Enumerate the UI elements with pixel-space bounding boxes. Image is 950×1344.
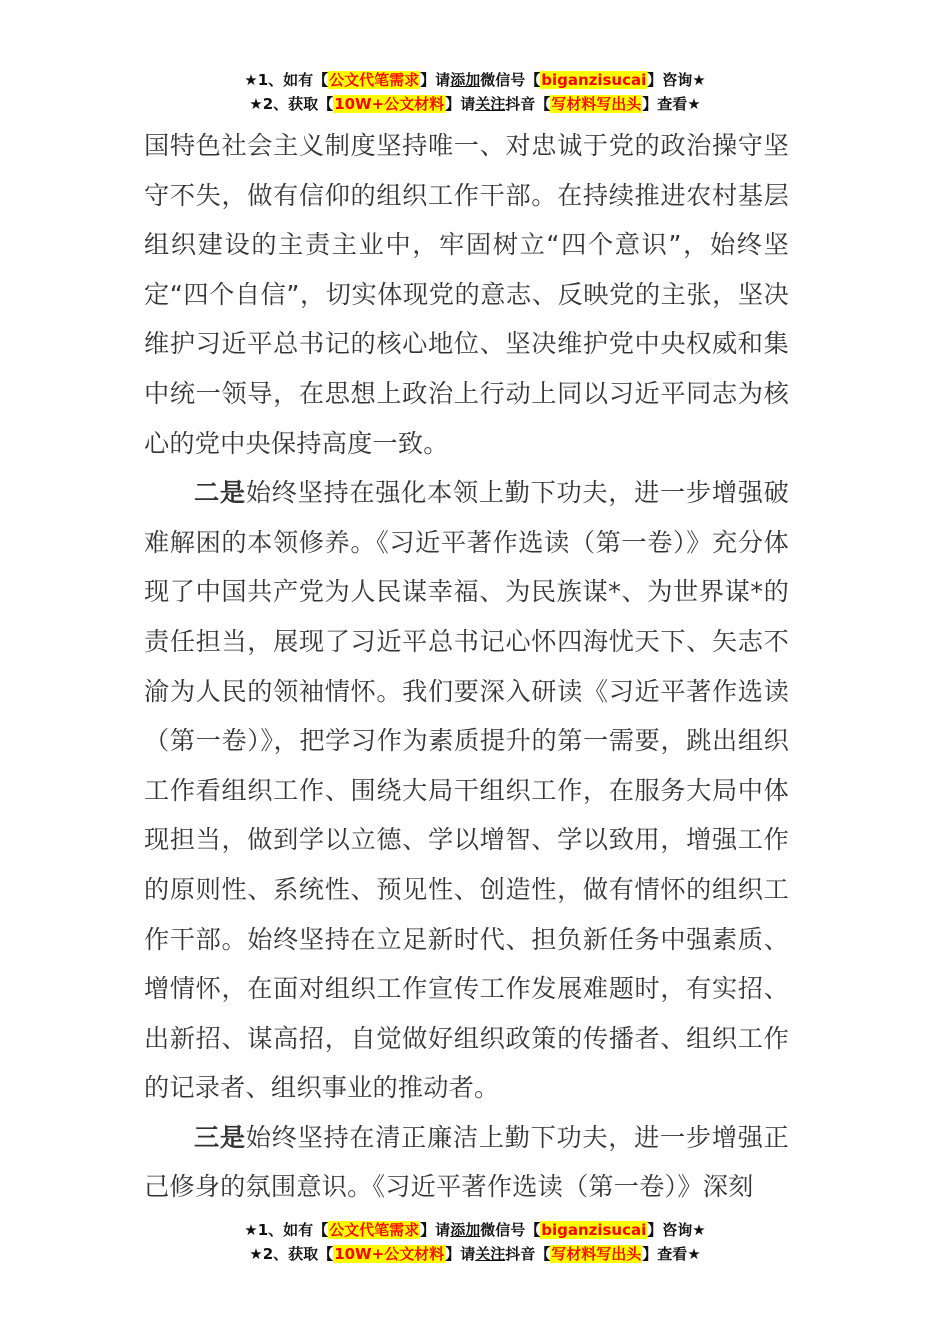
banner-text: 】查看★ [642, 95, 701, 113]
document-body [144, 121, 789, 1212]
paragraph-3 [144, 1113, 789, 1212]
banner-text: 】咨询★ [647, 1221, 706, 1239]
banner-text: ★1、如有【 [244, 71, 329, 89]
banner-text: 抖音【 [505, 1245, 551, 1263]
banner-text: 】查看★ [642, 1245, 701, 1263]
banner-text: 】请 [420, 71, 451, 89]
banner-line-2 [0, 92, 950, 116]
paragraph-text: 始终坚持在清正廉洁上勤下功夫，进一步增强正己修身的氛围意识。《习近平著作选读（第一卷）》深刻 [144, 1122, 790, 1202]
paragraph-lead: 三是 [194, 1122, 246, 1152]
banner-highlight: biganzisucai [541, 71, 647, 89]
banner-underline: 添加 [450, 1221, 481, 1239]
paragraph-1: 国特色社会主义制度坚持唯一、对忠诚于党的政治操守坚守不失，做有信仰的组织工作干部。在持续推进农村基层组织建设的主责主业中，牢固树立“四个意识”，始终坚定“四个自信”，切实体现党的意志、反映党的主张，坚决维护习近平总书记的核心地位、坚决维护党中央权威和集中统一领导，在思想上政治上行动上同以习近平同志为核心的党中央保持高度一致。 [144, 131, 789, 458]
banner-highlight: 10W+公文材料 [334, 95, 445, 113]
banner-highlight: 写材料写出头 [551, 95, 642, 113]
banner-underline: 关注 [475, 95, 506, 113]
banner-text: 微信号【 [480, 1221, 541, 1239]
banner-highlight: 公文代笔需求 [329, 1221, 420, 1239]
banner-underline: 添加 [450, 71, 481, 89]
banner-highlight: biganzisucai [541, 1221, 647, 1239]
banner-text: 】请 [445, 95, 476, 113]
banner-line-1 [0, 1218, 950, 1242]
banner-highlight: 写材料写出头 [551, 1245, 642, 1263]
banner-text: ★1、如有【 [244, 1221, 329, 1239]
paragraph-lead: 二是 [194, 478, 246, 508]
banner-text: 微信号【 [480, 71, 541, 89]
banner-line-2 [0, 1242, 950, 1266]
banner-text: ★2、获取【 [249, 1245, 334, 1263]
footer-banner [0, 1218, 950, 1266]
banner-text: 】请 [445, 1245, 476, 1263]
header-banner [0, 68, 950, 116]
banner-text: 】请 [420, 1221, 451, 1239]
banner-text: 】咨询★ [647, 71, 706, 89]
banner-highlight: 10W+公文材料 [334, 1245, 445, 1263]
banner-text: 抖音【 [505, 95, 551, 113]
paragraph-2 [144, 468, 789, 1113]
banner-highlight: 公文代笔需求 [329, 71, 420, 89]
paragraph-text: 始终坚持在强化本领上勤下功夫，进一步增强破难解困的本领修养。《习近平著作选读（第一卷）》充分体现了中国共产党为人民谋幸福、为民族谋*、为世界谋*的责任担当，展现了习近平总书记心怀四海忧天下、矢志不渝为人民的领袖情怀。我们要深入研读《习近平著作选读（第一卷）》，把学习作为素质提升的第一需要，跳出组织工作看组织工作、围绕大局干组织工作，在服务大局中体现担当，做到学以立德、学以增智、学以致用，增强工作的原则性、系统性、预见性、创造性，做有情怀的组织工作干部。始终坚持在立足新时代、担负新任务中强素质、增情怀，在面对组织工作宣传工作发展难题时，有实招、出新招、谋高招，自觉做好组织政策的传播者、组织工作的记录者、组织事业的推动者。 [144, 478, 790, 1103]
banner-line-1 [0, 68, 950, 92]
banner-underline: 关注 [475, 1245, 506, 1263]
banner-text: ★2、获取【 [249, 95, 334, 113]
